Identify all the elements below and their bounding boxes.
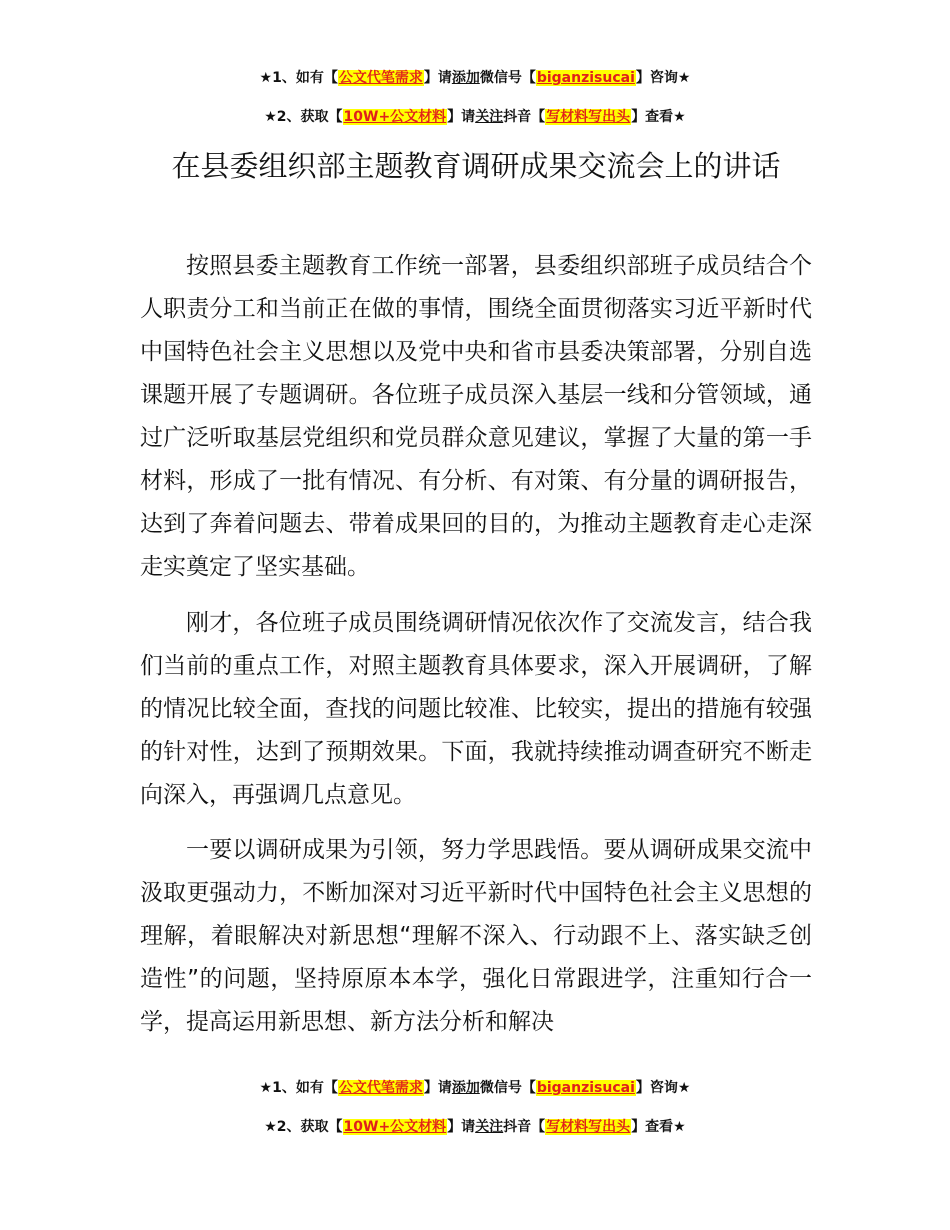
highlight-wechat-id: biganzisucai xyxy=(536,70,635,86)
banner-text: ★2、获取【 xyxy=(264,1119,343,1135)
highlight-douyin-account: 写材料写出头 xyxy=(546,109,631,125)
banner-text: 微信号【 xyxy=(479,70,536,86)
banner-text: ★1、如有【 xyxy=(259,1080,338,1096)
highlight-douyin-account: 写材料写出头 xyxy=(546,1119,631,1135)
underlined-add-label: 添加 xyxy=(451,70,480,86)
banner-text: 】咨询★ xyxy=(635,1080,691,1096)
banner-text: 微信号【 xyxy=(479,1080,536,1096)
promo-banner-top-line2 xyxy=(0,107,950,127)
banner-text: 抖音【 xyxy=(503,1119,546,1135)
highlight-materials-label: 10W+公文材料 xyxy=(343,1119,447,1135)
underlined-follow-label: 关注 xyxy=(475,1119,504,1135)
document-title: 在县委组织部主题教育调研成果交流会上的讲话 xyxy=(171,149,781,183)
banner-text: ★2、获取【 xyxy=(264,109,343,125)
banner-text: 】查看★ xyxy=(631,1119,686,1135)
banner-text: 】请 xyxy=(423,70,452,86)
body-paragraph-1: 按照县委主题教育工作统一部署，县委组织部班子成员结合个人职责分工和当前正在做的事情，围绕全面贯彻落实习近平新时代中国特色社会主义思想以及党中央和省市县委决策部署，分别自选课题开展了专题调研。各位班子成员深入基层一线和分管领域，通过广泛听取基层党组织和党员群众意见建议，掌握了大量的第一手材料，形成了一批有情况、有分析、有对策、有分量的调研报告，达到了奔着问题去、带着成果回的目的，为推动主题教育走心走深走实奠定了坚实基础。 xyxy=(140,253,812,580)
promo-banner-top-line1 xyxy=(0,68,950,88)
highlight-ghostwriting-label: 公文代笔需求 xyxy=(338,1080,423,1096)
highlight-wechat-id: biganzisucai xyxy=(536,1080,635,1096)
highlight-materials-label: 10W+公文材料 xyxy=(343,109,447,125)
promo-banner-bottom-line2 xyxy=(0,1117,950,1137)
highlight-ghostwriting-label: 公文代笔需求 xyxy=(338,70,423,86)
body-paragraph-2: 刚才，各位班子成员围绕调研情况依次作了交流发言，结合我们当前的重点工作，对照主题教育具体要求，深入开展调研，了解的情况比较全面，查找的问题比较准、比较实，提出的措施有较强的针对性，达到了预期效果。下面，我就持续推动调查研究不断走向深入，再强调几点意见。 xyxy=(140,610,812,808)
banner-text: 】查看★ xyxy=(631,109,686,125)
body-paragraph-3: 一要以调研成果为引领，努力学思践悟。要从调研成果交流中汲取更强动力，不断加深对习近平新时代中国特色社会主义思想的理解，着眼解决对新思想“理解不深入、行动跟不上、落实缺乏创造性”的问题，坚持原原本本学，强化日常跟进学，注重知行合一学，提高运用新思想、新方法分析和解决 xyxy=(140,837,812,1035)
underlined-follow-label: 关注 xyxy=(475,109,504,125)
promo-banner-bottom-line1 xyxy=(0,1078,950,1098)
underlined-add-label: 添加 xyxy=(451,1080,480,1096)
banner-text: 】请 xyxy=(447,1119,476,1135)
banner-text: 】请 xyxy=(447,109,476,125)
banner-text: 】咨询★ xyxy=(635,70,691,86)
banner-text: 抖音【 xyxy=(503,109,546,125)
banner-text: 】请 xyxy=(423,1080,452,1096)
banner-text: ★1、如有【 xyxy=(259,70,338,86)
